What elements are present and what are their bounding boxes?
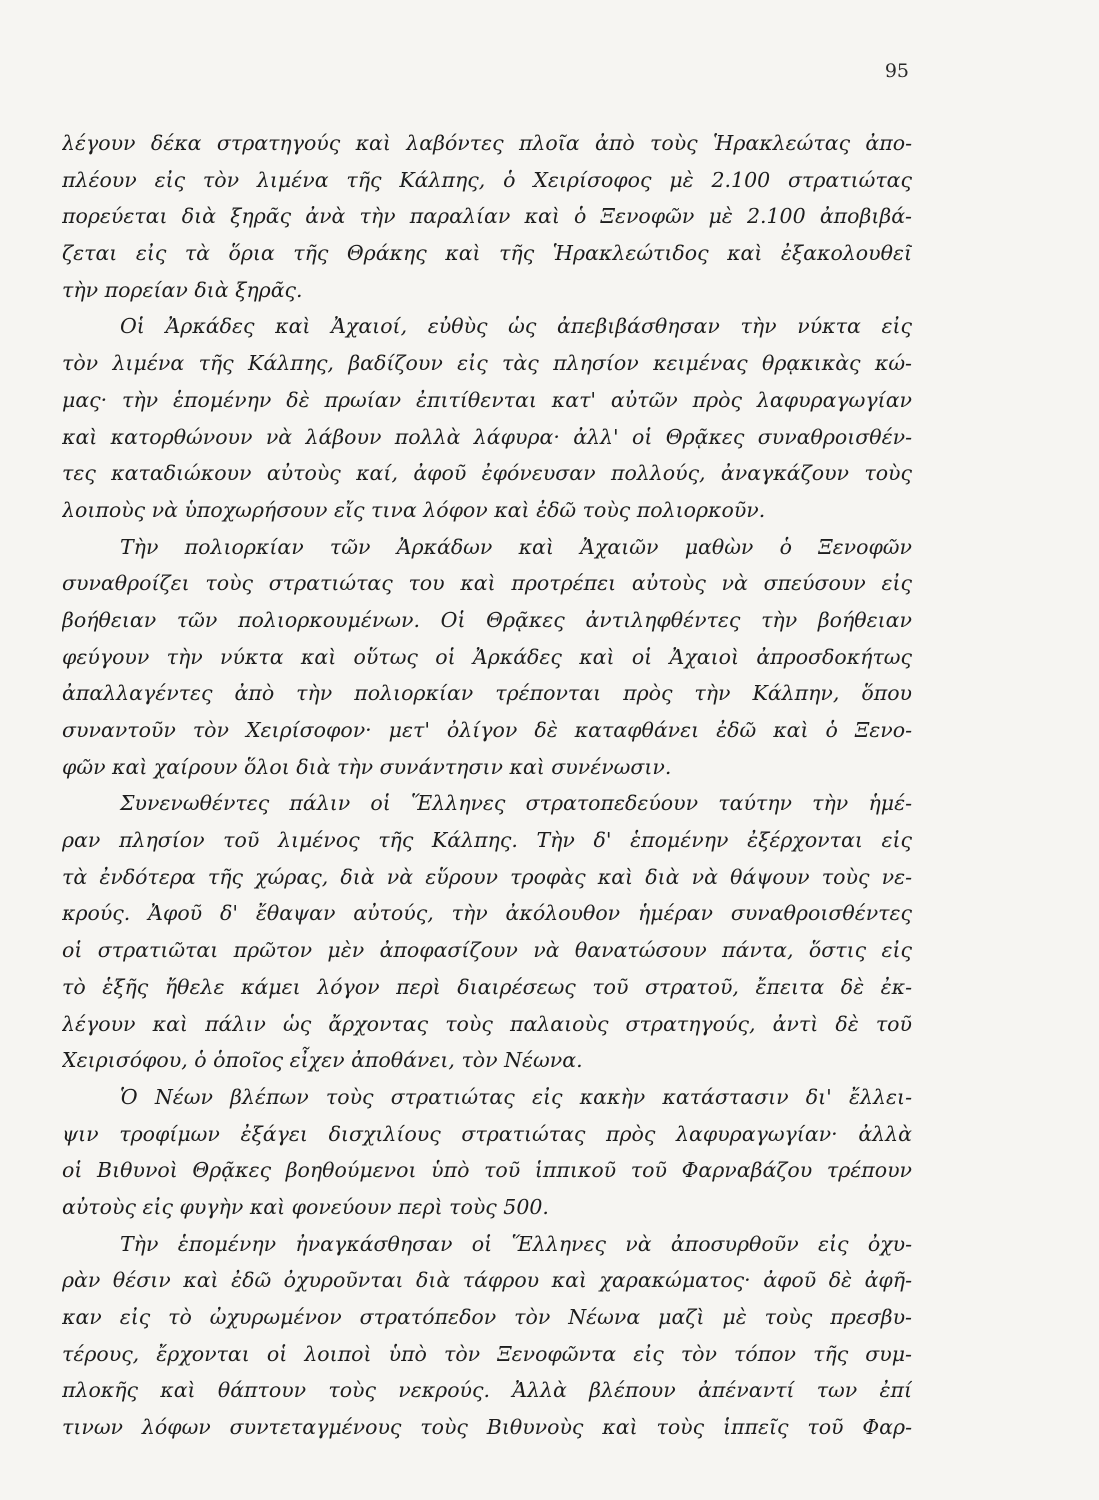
text-line: ἀπαλλαγέντες ἀπὸ τὴν πολιορκίαν τρέπονται πρὸς τὴν Κάλπην, ὅπου — [62, 681, 912, 706]
text-line: Οἱ Ἀρκάδες καὶ Ἀχαιοί, εὐθὺς ὡς ἀπεβιβάσθησαν τὴν νύκτα εἰς — [120, 314, 912, 339]
text-line: φεύγουν τὴν νύκτα καὶ οὕτως οἱ Ἀρκάδες καὶ οἱ Ἀχαιοὶ ἀπροσδοκήτως — [62, 644, 912, 669]
text-line: λέγουν δέκα στρατηγούς καὶ λαβόντες πλοῖα ἀπὸ τοὺς Ἡρακλεώτας ἀπο- — [62, 131, 912, 155]
text-line: μας· τὴν ἑπομένην δὲ πρωίαν ἐπιτίθενται κατ' αὐτῶν πρὸς λαφυραγωγίαν — [62, 387, 912, 412]
text-line: καν εἰς τὸ ὠχυρωμένον στρατόπεδον τὸν Νέωνα μαζὶ μὲ τοὺς πρεσβυ- — [62, 1305, 912, 1329]
text-line: πλέουν εἰς τὸν λιμένα τῆς Κάλπης, ὁ Χειρίσοφος μὲ 2.100 στρατιώτας — [62, 167, 912, 192]
text-line: Χειρισόφου, ὁ ὁποῖος εἶχεν ἀποθάνει, τὸν Νέωνα. — [62, 1048, 583, 1073]
text-line: οἱ στρατιῶται πρῶτον μὲν ἀποφασίζουν νὰ θανατώσουν πάντα, ὅστις εἰς — [62, 938, 912, 963]
text-line: τὸ ἑξῆς ἤθελε κάμει λόγον περὶ διαιρέσεως τοῦ στρατοῦ, ἔπειτα δὲ ἐκ- — [62, 974, 912, 999]
text-line: ραν πλησίον τοῦ λιμένος τῆς Κάλπης. Τὴν δ' ἑπομένην ἐξέρχονται εἰς — [62, 828, 912, 853]
text-line: ζεται εἰς τὰ ὅρια τῆς Θράκης καὶ τῆς Ἡρακλεώτιδος καὶ ἐξακολουθεῖ — [62, 241, 912, 266]
text-line: πορεύεται διὰ ξηρᾶς ἀνὰ τὴν παραλίαν καὶ ὁ Ξενοφῶν μὲ 2.100 ἀποβιβά- — [62, 204, 912, 229]
text-line: συναθροίζει τοὺς στρατιώτας του καὶ προτρέπει αὐτοὺς νὰ σπεύσουν εἰς — [62, 571, 912, 596]
text-line: βοήθειαν τῶν πολιορκουμένων. Οἱ Θρᾷκες ἀντιληφθέντες τὴν βοήθειαν — [62, 607, 912, 632]
text-line: φῶν καὶ χαίρουν ὅλοι διὰ τὴν συνάντησιν καὶ συνένωσιν. — [62, 754, 672, 779]
text-line: Τὴν ἑπομένην ἠναγκάσθησαν οἱ Ἕλληνες νὰ ἀποσυρθοῦν εἰς ὀχυ- — [120, 1231, 912, 1256]
text-line: συναντοῦν τὸν Χειρίσοφον· μετ' ὀλίγον δὲ καταφθάνει ἐδῶ καὶ ὁ Ξενο- — [62, 718, 912, 742]
text-line: τες καταδιώκουν αὐτοὺς καί, ἀφοῦ ἐφόνευσαν πολλούς, ἀναγκάζουν τοὺς — [62, 461, 912, 486]
text-line: κρούς. Ἀφοῦ δ' ἔθαψαν αὐτούς, τὴν ἀκόλουθον ἡμέραν συναθροισθέντες — [62, 901, 912, 926]
text-line: ρὰν θέσιν καὶ ἐδῶ ὀχυροῦνται διὰ τάφρου καὶ χαρακώματος· ἀφοῦ δὲ ἀφῆ- — [62, 1268, 912, 1293]
text-line: λοιποὺς νὰ ὑποχωρήσουν εἴς τινα λόφον καὶ ἐδῶ τοὺς πολιορκοῦν. — [62, 497, 766, 522]
text-line: τινων λόφων συντεταγμένους τοὺς Βιθυνοὺς καὶ τοὺς ἱππεῖς τοῦ Φαρ- — [62, 1415, 912, 1440]
text-line: τὰ ἐνδότερα τῆς χώρας, διὰ νὰ εὕρουν τροφὰς καὶ διὰ νὰ θάψουν τοὺς νε- — [62, 864, 912, 889]
text-line: αὐτοὺς εἰς φυγὴν καὶ φονεύουν περὶ τοὺς 500. — [62, 1194, 549, 1219]
text-line: Τὴν πολιορκίαν τῶν Ἀρκάδων καὶ Ἀχαιῶν μαθὼν ὁ Ξενοφῶν — [120, 534, 912, 559]
page-number: 95 — [884, 60, 909, 82]
text-line: ψιν τροφίμων ἐξάγει δισχιλίους στρατιώτας πρὸς λαφυραγωγίαν· ἀλλὰ — [62, 1121, 912, 1146]
text-line: Συνενωθέντες πάλιν οἱ Ἕλληνες στρατοπεδεύουν ταύτην τὴν ἡμέ- — [120, 791, 912, 816]
text-line: τέρους, ἔρχονται οἱ λοιποὶ ὑπὸ τὸν Ξενοφῶντα εἰς τὸν τόπον τῆς συμ- — [62, 1341, 912, 1366]
text-line: καὶ κατορθώνουν νὰ λάβουν πολλὰ λάφυρα· ἀλλ' οἱ Θρᾷκες συναθροισθέν- — [62, 424, 912, 449]
text-line: πλοκῆς καὶ θάπτουν τοὺς νεκρούς. Ἀλλὰ βλέπουν ἀπέναντί των ἐπί — [62, 1378, 912, 1403]
body-text — [62, 125, 912, 1446]
text-line: τὸν λιμένα τῆς Κάλπης, βαδίζουν εἰς τὰς πλησίον κειμένας θρᾳκικὰς κώ- — [62, 351, 912, 376]
text-line: λέγουν καὶ πάλιν ὡς ἄρχοντας τοὺς παλαιοὺς στρατηγούς, ἀντὶ δὲ τοῦ — [62, 1011, 912, 1036]
text-line: οἱ Βιθυνοὶ Θρᾷκες βοηθούμενοι ὑπὸ τοῦ ἱππικοῦ τοῦ Φαρναβάζου τρέπουν — [62, 1158, 912, 1183]
text-line: τὴν πορείαν διὰ ξηρᾶς. — [62, 277, 303, 302]
text-line: Ὁ Νέων βλέπων τοὺς στρατιώτας εἰς κακὴν κατάστασιν δι' ἔλλει- — [120, 1084, 912, 1109]
